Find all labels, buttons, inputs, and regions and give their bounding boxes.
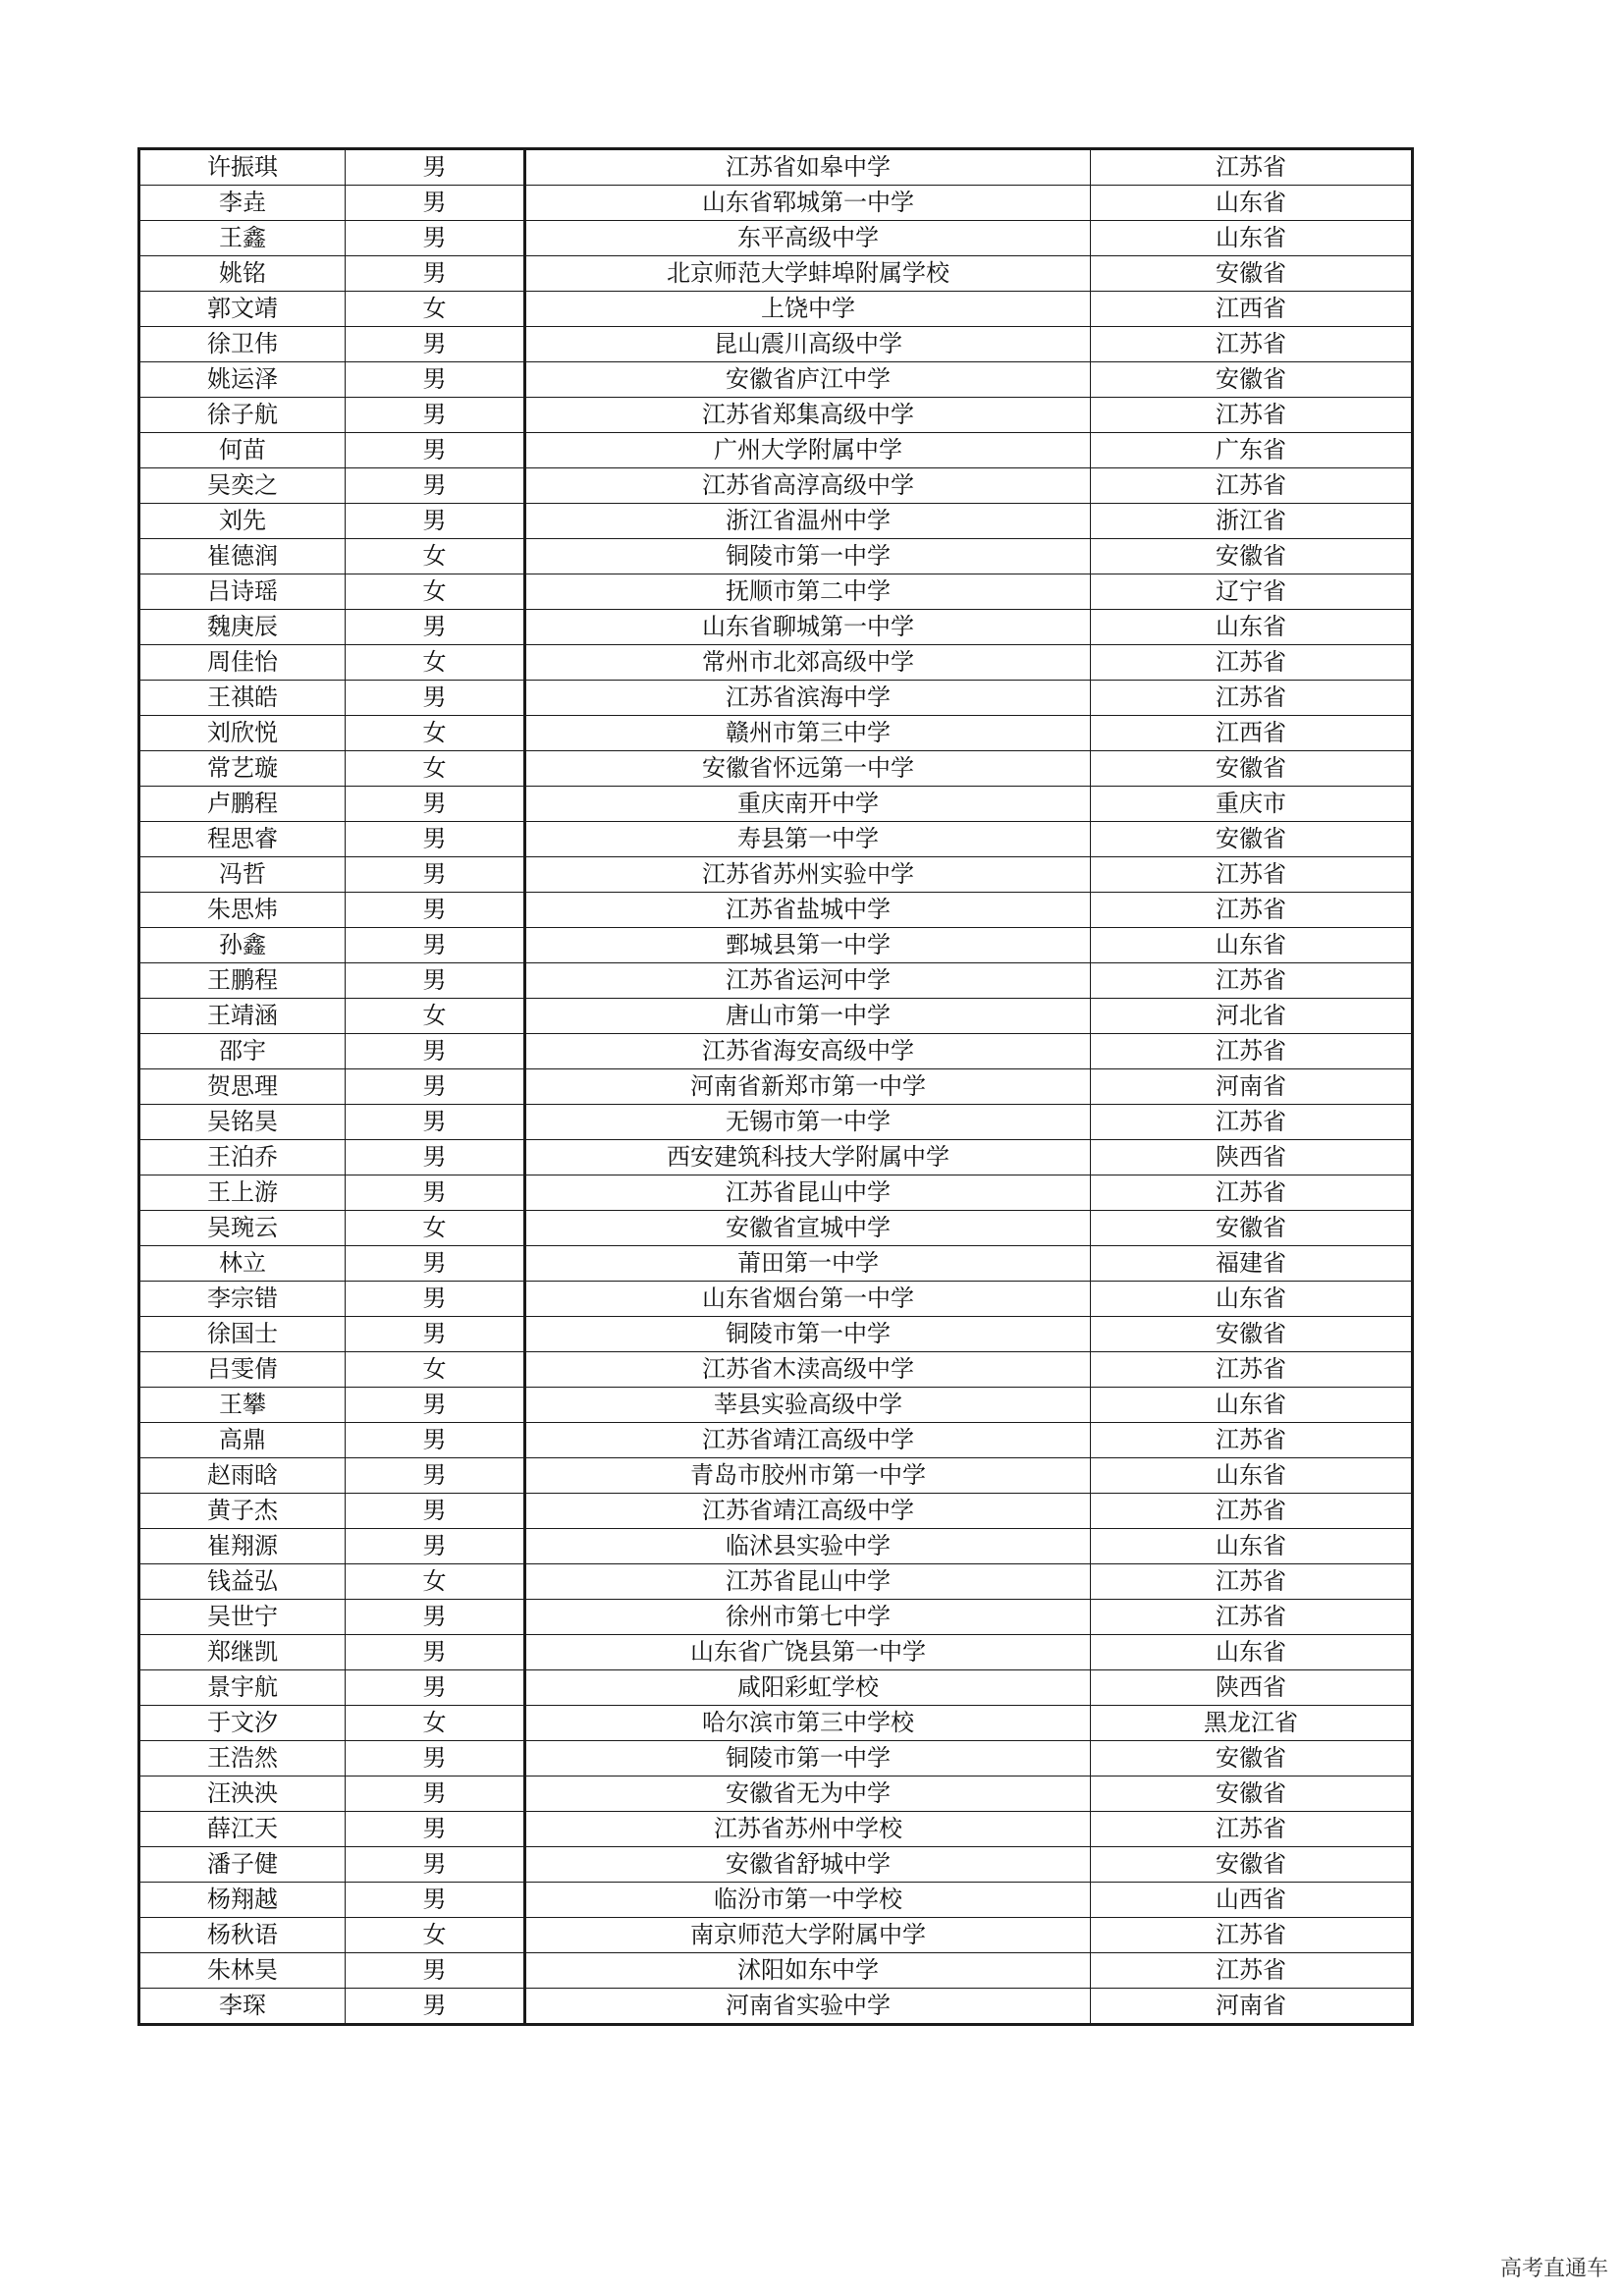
province-cell: 江苏省 xyxy=(1091,1175,1413,1211)
table-row xyxy=(139,1034,1413,1069)
school-cell: 江苏省郑集高级中学 xyxy=(525,398,1091,433)
province-cell: 山东省 xyxy=(1091,1529,1413,1564)
province-cell: 重庆市 xyxy=(1091,787,1413,822)
province-cell: 安徽省 xyxy=(1091,1211,1413,1246)
province-cell: 江苏省 xyxy=(1091,149,1413,186)
gender-cell: 女 xyxy=(346,645,525,681)
table-row xyxy=(139,751,1413,787)
table-row xyxy=(139,574,1413,610)
gender-cell: 男 xyxy=(346,327,525,362)
school-cell: 赣州市第三中学 xyxy=(525,716,1091,751)
province-cell: 广东省 xyxy=(1091,433,1413,468)
gender-cell: 男 xyxy=(346,1494,525,1529)
gender-cell: 男 xyxy=(346,1246,525,1282)
student-name-cell: 周佳怡 xyxy=(139,645,346,681)
student-name-cell: 于文汐 xyxy=(139,1706,346,1741)
school-cell: 铜陵市第一中学 xyxy=(525,1741,1091,1777)
school-cell: 临沭县实验中学 xyxy=(525,1529,1091,1564)
student-name-cell: 钱益弘 xyxy=(139,1564,346,1600)
student-name-cell: 王上游 xyxy=(139,1175,346,1211)
gender-cell: 男 xyxy=(346,1600,525,1635)
student-name-cell: 邵宇 xyxy=(139,1034,346,1069)
gender-cell: 男 xyxy=(346,1317,525,1352)
table-row xyxy=(139,1423,1413,1458)
province-cell: 江西省 xyxy=(1091,716,1413,751)
province-cell: 河南省 xyxy=(1091,1989,1413,2025)
school-cell: 河南省新郑市第一中学 xyxy=(525,1069,1091,1105)
school-cell: 江苏省盐城中学 xyxy=(525,893,1091,928)
gender-cell: 男 xyxy=(346,822,525,857)
gender-cell: 男 xyxy=(346,1529,525,1564)
gender-cell: 男 xyxy=(346,1883,525,1918)
gender-cell: 女 xyxy=(346,574,525,610)
table-row xyxy=(139,1246,1413,1282)
gender-cell: 男 xyxy=(346,1777,525,1812)
school-cell: 昆山震川高级中学 xyxy=(525,327,1091,362)
school-cell: 东平高级中学 xyxy=(525,221,1091,256)
province-cell: 江苏省 xyxy=(1091,645,1413,681)
province-cell: 江苏省 xyxy=(1091,327,1413,362)
student-name-cell: 李垚 xyxy=(139,186,346,221)
student-name-cell: 吴奕之 xyxy=(139,468,346,504)
school-cell: 江苏省木渎高级中学 xyxy=(525,1352,1091,1388)
student-name-cell: 程思睿 xyxy=(139,822,346,857)
gender-cell: 男 xyxy=(346,1069,525,1105)
province-cell: 江苏省 xyxy=(1091,1953,1413,1989)
student-name-cell: 吕雯倩 xyxy=(139,1352,346,1388)
gender-cell: 男 xyxy=(346,963,525,999)
student-name-cell: 王浩然 xyxy=(139,1741,346,1777)
gender-cell: 女 xyxy=(346,716,525,751)
province-cell: 江苏省 xyxy=(1091,893,1413,928)
school-cell: 浙江省温州中学 xyxy=(525,504,1091,539)
school-cell: 河南省实验中学 xyxy=(525,1989,1091,2025)
school-cell: 唐山市第一中学 xyxy=(525,999,1091,1034)
student-name-cell: 黄子杰 xyxy=(139,1494,346,1529)
school-cell: 青岛市胶州市第一中学 xyxy=(525,1458,1091,1494)
student-name-cell: 崔翔源 xyxy=(139,1529,346,1564)
school-cell: 铜陵市第一中学 xyxy=(525,539,1091,574)
gender-cell: 男 xyxy=(346,1423,525,1458)
student-name-cell: 卢鹏程 xyxy=(139,787,346,822)
province-cell: 山东省 xyxy=(1091,610,1413,645)
school-cell: 沭阳如东中学 xyxy=(525,1953,1091,1989)
gender-cell: 男 xyxy=(346,362,525,398)
student-name-cell: 刘欣悦 xyxy=(139,716,346,751)
table-row xyxy=(139,645,1413,681)
student-name-cell: 林立 xyxy=(139,1246,346,1282)
student-name-cell: 朱林昊 xyxy=(139,1953,346,1989)
table-row xyxy=(139,186,1413,221)
school-cell: 莆田第一中学 xyxy=(525,1246,1091,1282)
gender-cell: 男 xyxy=(346,1105,525,1140)
table-row xyxy=(139,999,1413,1034)
gender-cell: 男 xyxy=(346,504,525,539)
table-row xyxy=(139,610,1413,645)
student-name-cell: 王攀 xyxy=(139,1388,346,1423)
province-cell: 江苏省 xyxy=(1091,681,1413,716)
gender-cell: 男 xyxy=(346,1458,525,1494)
province-cell: 江苏省 xyxy=(1091,1423,1413,1458)
province-cell: 陕西省 xyxy=(1091,1140,1413,1175)
province-cell: 安徽省 xyxy=(1091,539,1413,574)
student-name-cell: 杨翔越 xyxy=(139,1883,346,1918)
student-name-cell: 郭文靖 xyxy=(139,292,346,327)
gender-cell: 男 xyxy=(346,787,525,822)
student-name-cell: 姚铭 xyxy=(139,256,346,292)
school-cell: 江苏省苏州实验中学 xyxy=(525,857,1091,893)
school-cell: 重庆南开中学 xyxy=(525,787,1091,822)
school-cell: 山东省聊城第一中学 xyxy=(525,610,1091,645)
student-name-cell: 景宇航 xyxy=(139,1670,346,1706)
gender-cell: 女 xyxy=(346,1352,525,1388)
gender-cell: 男 xyxy=(346,149,525,186)
gender-cell: 男 xyxy=(346,1635,525,1670)
student-name-cell: 赵雨晗 xyxy=(139,1458,346,1494)
table-row xyxy=(139,1741,1413,1777)
table-row xyxy=(139,1564,1413,1600)
school-cell: 常州市北郊高级中学 xyxy=(525,645,1091,681)
province-cell: 江苏省 xyxy=(1091,1494,1413,1529)
gender-cell: 男 xyxy=(346,1670,525,1706)
school-cell: 江苏省高淳高级中学 xyxy=(525,468,1091,504)
province-cell: 江苏省 xyxy=(1091,963,1413,999)
student-name-cell: 许振琪 xyxy=(139,149,346,186)
province-cell: 江苏省 xyxy=(1091,1105,1413,1140)
student-name-cell: 孙鑫 xyxy=(139,928,346,963)
gender-cell: 男 xyxy=(346,893,525,928)
school-cell: 江苏省运河中学 xyxy=(525,963,1091,999)
gender-cell: 女 xyxy=(346,292,525,327)
gender-cell: 男 xyxy=(346,1282,525,1317)
school-cell: 徐州市第七中学 xyxy=(525,1600,1091,1635)
school-cell: 江苏省如皋中学 xyxy=(525,149,1091,186)
student-name-cell: 潘子健 xyxy=(139,1847,346,1883)
table-row xyxy=(139,1282,1413,1317)
province-cell: 安徽省 xyxy=(1091,751,1413,787)
table-row xyxy=(139,1777,1413,1812)
province-cell: 福建省 xyxy=(1091,1246,1413,1282)
student-name-cell: 薛江天 xyxy=(139,1812,346,1847)
table-row xyxy=(139,1670,1413,1706)
province-cell: 山东省 xyxy=(1091,186,1413,221)
gender-cell: 女 xyxy=(346,1918,525,1953)
school-cell: 北京师范大学蚌埠附属学校 xyxy=(525,256,1091,292)
school-cell: 江苏省昆山中学 xyxy=(525,1175,1091,1211)
table-row xyxy=(139,1706,1413,1741)
gender-cell: 男 xyxy=(346,433,525,468)
province-cell: 安徽省 xyxy=(1091,1317,1413,1352)
gender-cell: 男 xyxy=(346,1847,525,1883)
province-cell: 浙江省 xyxy=(1091,504,1413,539)
table-row xyxy=(139,327,1413,362)
school-cell: 江苏省滨海中学 xyxy=(525,681,1091,716)
table-row xyxy=(139,1211,1413,1246)
school-cell: 广州大学附属中学 xyxy=(525,433,1091,468)
school-cell: 安徽省怀远第一中学 xyxy=(525,751,1091,787)
province-cell: 江苏省 xyxy=(1091,857,1413,893)
province-cell: 江苏省 xyxy=(1091,398,1413,433)
student-name-cell: 刘先 xyxy=(139,504,346,539)
province-cell: 安徽省 xyxy=(1091,1777,1413,1812)
table-row xyxy=(139,1635,1413,1670)
student-name-cell: 王泊乔 xyxy=(139,1140,346,1175)
school-cell: 江苏省海安高级中学 xyxy=(525,1034,1091,1069)
table-row xyxy=(139,1494,1413,1529)
school-cell: 上饶中学 xyxy=(525,292,1091,327)
student-name-cell: 王祺皓 xyxy=(139,681,346,716)
table-row xyxy=(139,1069,1413,1105)
province-cell: 江苏省 xyxy=(1091,468,1413,504)
school-cell: 安徽省无为中学 xyxy=(525,1777,1091,1812)
school-cell: 山东省郓城第一中学 xyxy=(525,186,1091,221)
table-row xyxy=(139,1812,1413,1847)
gender-cell: 男 xyxy=(346,1989,525,2025)
gender-cell: 男 xyxy=(346,1388,525,1423)
school-cell: 临汾市第一中学校 xyxy=(525,1883,1091,1918)
table-row xyxy=(139,1989,1413,2025)
province-cell: 江苏省 xyxy=(1091,1812,1413,1847)
gender-cell: 男 xyxy=(346,1741,525,1777)
table-row xyxy=(139,1529,1413,1564)
student-name-cell: 何苗 xyxy=(139,433,346,468)
province-cell: 江苏省 xyxy=(1091,1600,1413,1635)
province-cell: 山东省 xyxy=(1091,1282,1413,1317)
province-cell: 河南省 xyxy=(1091,1069,1413,1105)
school-cell: 山东省烟台第一中学 xyxy=(525,1282,1091,1317)
student-name-cell: 徐子航 xyxy=(139,398,346,433)
student-name-cell: 王鹏程 xyxy=(139,963,346,999)
table-row xyxy=(139,256,1413,292)
province-cell: 辽宁省 xyxy=(1091,574,1413,610)
table-row xyxy=(139,1140,1413,1175)
student-name-cell: 吕诗瑶 xyxy=(139,574,346,610)
province-cell: 陕西省 xyxy=(1091,1670,1413,1706)
school-cell: 铜陵市第一中学 xyxy=(525,1317,1091,1352)
province-cell: 山东省 xyxy=(1091,1458,1413,1494)
student-name-cell: 汪泱泱 xyxy=(139,1777,346,1812)
province-cell: 江苏省 xyxy=(1091,1034,1413,1069)
table-row xyxy=(139,1317,1413,1352)
province-cell: 江西省 xyxy=(1091,292,1413,327)
table-row xyxy=(139,221,1413,256)
roster-body xyxy=(139,149,1413,2025)
student-name-cell: 高鼎 xyxy=(139,1423,346,1458)
school-cell: 南京师范大学附属中学 xyxy=(525,1918,1091,1953)
school-cell: 哈尔滨市第三中学校 xyxy=(525,1706,1091,1741)
province-cell: 江苏省 xyxy=(1091,1352,1413,1388)
table-row xyxy=(139,1352,1413,1388)
table-row xyxy=(139,681,1413,716)
gender-cell: 女 xyxy=(346,999,525,1034)
province-cell: 安徽省 xyxy=(1091,1741,1413,1777)
student-name-cell: 吴琬云 xyxy=(139,1211,346,1246)
student-name-cell: 郑继凯 xyxy=(139,1635,346,1670)
gender-cell: 男 xyxy=(346,256,525,292)
student-name-cell: 吴铭昊 xyxy=(139,1105,346,1140)
school-cell: 咸阳彩虹学校 xyxy=(525,1670,1091,1706)
gender-cell: 男 xyxy=(346,1140,525,1175)
school-cell: 鄄城县第一中学 xyxy=(525,928,1091,963)
table-row xyxy=(139,928,1413,963)
student-name-cell: 冯哲 xyxy=(139,857,346,893)
gender-cell: 男 xyxy=(346,610,525,645)
province-cell: 山西省 xyxy=(1091,1883,1413,1918)
gender-cell: 女 xyxy=(346,1706,525,1741)
school-cell: 江苏省靖江高级中学 xyxy=(525,1423,1091,1458)
table-row xyxy=(139,963,1413,999)
gender-cell: 女 xyxy=(346,1211,525,1246)
province-cell: 江苏省 xyxy=(1091,1564,1413,1600)
province-cell: 山东省 xyxy=(1091,221,1413,256)
student-name-cell: 李宗错 xyxy=(139,1282,346,1317)
province-cell: 安徽省 xyxy=(1091,256,1413,292)
student-name-cell: 徐国士 xyxy=(139,1317,346,1352)
table-row xyxy=(139,1953,1413,1989)
gender-cell: 男 xyxy=(346,1953,525,1989)
province-cell: 山东省 xyxy=(1091,1635,1413,1670)
gender-cell: 男 xyxy=(346,468,525,504)
school-cell: 莘县实验高级中学 xyxy=(525,1388,1091,1423)
school-cell: 江苏省昆山中学 xyxy=(525,1564,1091,1600)
table-row xyxy=(139,1388,1413,1423)
student-name-cell: 魏庚辰 xyxy=(139,610,346,645)
roster-table xyxy=(137,147,1414,2026)
table-row xyxy=(139,504,1413,539)
school-cell: 安徽省舒城中学 xyxy=(525,1847,1091,1883)
table-row xyxy=(139,1458,1413,1494)
school-cell: 江苏省靖江高级中学 xyxy=(525,1494,1091,1529)
table-row xyxy=(139,1883,1413,1918)
gender-cell: 女 xyxy=(346,751,525,787)
student-name-cell: 杨秋语 xyxy=(139,1918,346,1953)
school-cell: 寿县第一中学 xyxy=(525,822,1091,857)
school-cell: 安徽省宣城中学 xyxy=(525,1211,1091,1246)
table-row xyxy=(139,1600,1413,1635)
gender-cell: 女 xyxy=(346,539,525,574)
table-row xyxy=(139,1105,1413,1140)
gender-cell: 男 xyxy=(346,928,525,963)
student-name-cell: 朱思炜 xyxy=(139,893,346,928)
school-cell: 安徽省庐江中学 xyxy=(525,362,1091,398)
school-cell: 抚顺市第二中学 xyxy=(525,574,1091,610)
student-name-cell: 李琛 xyxy=(139,1989,346,2025)
gender-cell: 男 xyxy=(346,857,525,893)
table-row xyxy=(139,893,1413,928)
school-cell: 江苏省苏州中学校 xyxy=(525,1812,1091,1847)
province-cell: 河北省 xyxy=(1091,999,1413,1034)
student-name-cell: 常艺璇 xyxy=(139,751,346,787)
province-cell: 黑龙江省 xyxy=(1091,1706,1413,1741)
table-row xyxy=(139,822,1413,857)
student-name-cell: 吴世宁 xyxy=(139,1600,346,1635)
gender-cell: 男 xyxy=(346,1175,525,1211)
province-cell: 山东省 xyxy=(1091,1388,1413,1423)
school-cell: 山东省广饶县第一中学 xyxy=(525,1635,1091,1670)
table-row xyxy=(139,292,1413,327)
province-cell: 安徽省 xyxy=(1091,362,1413,398)
table-row xyxy=(139,1847,1413,1883)
table-row xyxy=(139,787,1413,822)
gender-cell: 男 xyxy=(346,221,525,256)
watermark-text: 高考直通车 xyxy=(1499,2257,1608,2281)
table-row xyxy=(139,1918,1413,1953)
student-name-cell: 崔德润 xyxy=(139,539,346,574)
gender-cell: 女 xyxy=(346,1564,525,1600)
table-row xyxy=(139,149,1413,186)
student-name-cell: 姚运泽 xyxy=(139,362,346,398)
table-row xyxy=(139,1175,1413,1211)
province-cell: 山东省 xyxy=(1091,928,1413,963)
gender-cell: 男 xyxy=(346,1812,525,1847)
table-row xyxy=(139,716,1413,751)
table-row xyxy=(139,433,1413,468)
province-cell: 安徽省 xyxy=(1091,822,1413,857)
school-cell: 西安建筑科技大学附属中学 xyxy=(525,1140,1091,1175)
student-name-cell: 贺思理 xyxy=(139,1069,346,1105)
gender-cell: 男 xyxy=(346,186,525,221)
gender-cell: 男 xyxy=(346,398,525,433)
table-row xyxy=(139,362,1413,398)
gender-cell: 男 xyxy=(346,681,525,716)
table-row xyxy=(139,857,1413,893)
student-name-cell: 徐卫伟 xyxy=(139,327,346,362)
table-row xyxy=(139,398,1413,433)
table-row xyxy=(139,539,1413,574)
school-cell: 无锡市第一中学 xyxy=(525,1105,1091,1140)
student-name-cell: 王靖涵 xyxy=(139,999,346,1034)
table-row xyxy=(139,468,1413,504)
province-cell: 安徽省 xyxy=(1091,1847,1413,1883)
province-cell: 江苏省 xyxy=(1091,1918,1413,1953)
student-name-cell: 王鑫 xyxy=(139,221,346,256)
gender-cell: 男 xyxy=(346,1034,525,1069)
